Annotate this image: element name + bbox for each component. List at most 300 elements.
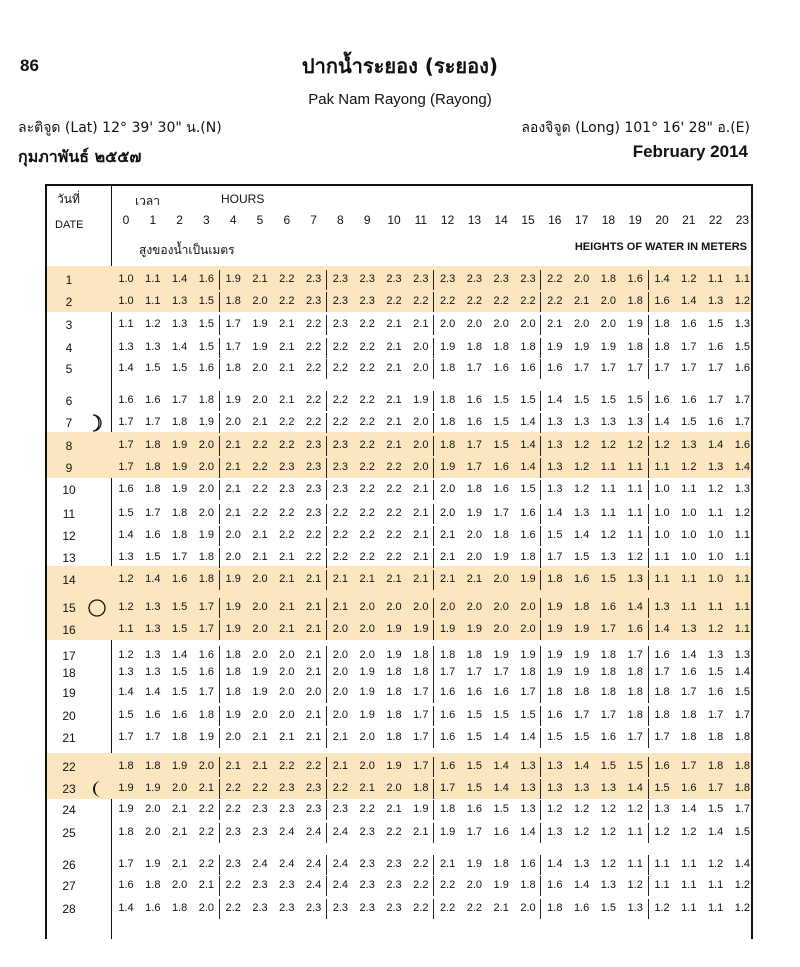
height-cell: 2.2 — [252, 461, 268, 473]
height-cell: 1.3 — [547, 826, 563, 838]
height-cell: 1.9 — [573, 623, 590, 635]
date-cell: 4 — [65, 341, 73, 355]
height-cell: 1.7 — [171, 551, 188, 563]
height-cell: 1.9 — [359, 686, 375, 698]
height-cell: 2.2 — [413, 295, 429, 307]
height-cell: 2.2 — [252, 483, 268, 495]
height-cell: 1.1 — [627, 529, 643, 541]
height-cell: 1.3 — [145, 666, 161, 678]
date-cell: 26 — [62, 858, 76, 872]
height-cell: 1.6 — [654, 394, 670, 406]
height-cell: 2.0 — [305, 686, 322, 698]
height-cell: 1.8 — [439, 439, 456, 451]
height-cell: 1.5 — [600, 902, 617, 914]
height-cell: 1.3 — [707, 649, 724, 661]
date-cell: 16 — [62, 623, 76, 637]
height-cell: 2.2 — [359, 529, 375, 541]
height-cell: 2.3 — [386, 858, 402, 870]
height-cell: 1.8 — [225, 666, 241, 678]
table-row — [47, 315, 751, 335]
height-cell: 2.0 — [413, 439, 429, 451]
column-separator — [540, 663, 541, 683]
height-cell: 1.1 — [707, 507, 724, 519]
height-cell: 2.0 — [252, 295, 268, 307]
height-cell: 1.3 — [734, 483, 751, 495]
height-cell: 1.9 — [547, 601, 563, 613]
height-cell: 2.1 — [279, 573, 295, 585]
height-cell: 2.1 — [332, 731, 349, 743]
height-cell: 1.2 — [707, 483, 724, 495]
height-cell: 2.3 — [332, 483, 349, 495]
height-cell: 1.8 — [225, 686, 241, 698]
height-cell: 1.5 — [493, 439, 509, 451]
column-separator — [326, 526, 327, 546]
height-cell: 1.2 — [681, 461, 697, 473]
height-cell: 1.1 — [145, 273, 161, 285]
height-cell: 2.1 — [386, 318, 402, 330]
height-cell: 1.9 — [547, 649, 563, 661]
height-cell: 2.1 — [171, 826, 188, 838]
height-cell: 1.7 — [573, 709, 590, 721]
height-cell: 2.1 — [413, 573, 429, 585]
height-cell: 1.7 — [627, 649, 643, 661]
height-cell: 1.9 — [439, 341, 456, 353]
height-cell: 1.3 — [573, 416, 590, 428]
column-separator — [540, 338, 541, 358]
height-cell: 1.6 — [707, 686, 724, 698]
height-cell: 1.6 — [145, 394, 161, 406]
height-cell: 1.7 — [225, 341, 241, 353]
height-cell: 1.7 — [413, 686, 429, 698]
height-cell: 1.6 — [466, 416, 483, 428]
column-separator — [219, 526, 220, 546]
column-separator — [219, 315, 220, 335]
height-cell: 1.1 — [118, 318, 134, 330]
column-separator — [219, 663, 220, 683]
height-cell: 1.3 — [520, 782, 536, 794]
height-cell: 2.1 — [386, 573, 402, 585]
height-cell: 2.3 — [359, 826, 375, 838]
column-separator — [648, 270, 649, 290]
height-cell: 1.3 — [547, 439, 563, 451]
height-cell: 1.0 — [707, 529, 724, 541]
height-cell: 2.1 — [386, 341, 402, 353]
height-cell: 1.5 — [145, 551, 161, 563]
height-cell: 1.0 — [707, 573, 724, 585]
height-cell: 1.9 — [439, 623, 456, 635]
height-cell: 2.1 — [547, 318, 563, 330]
height-cell: 1.8 — [627, 666, 643, 678]
height-cell: 2.3 — [279, 461, 295, 473]
height-cell: 1.8 — [466, 649, 483, 661]
height-cell: 2.0 — [386, 601, 402, 613]
height-cell: 2.0 — [332, 649, 349, 661]
height-cell: 1.7 — [654, 666, 670, 678]
height-cell: 2.0 — [279, 666, 295, 678]
column-separator — [540, 706, 541, 726]
height-cell: 1.6 — [600, 601, 617, 613]
column-separator — [326, 779, 327, 799]
height-cell: 1.6 — [198, 273, 215, 285]
height-cell: 1.8 — [493, 529, 509, 541]
height-cell: 1.9 — [466, 858, 483, 870]
column-separator — [648, 620, 649, 640]
column-separator — [326, 413, 327, 433]
height-cell: 1.3 — [547, 782, 563, 794]
height-cell: 1.7 — [466, 461, 483, 473]
height-cell: 1.4 — [707, 439, 724, 451]
height-cell: 1.5 — [171, 666, 188, 678]
height-cell: 1.7 — [734, 394, 751, 406]
height-cell: 1.3 — [547, 760, 563, 772]
height-cell: 1.7 — [707, 782, 724, 794]
table-row — [47, 757, 751, 777]
longitude: ลองจิจูด (Long) 101° 16' 28" อ.(E) — [521, 120, 750, 136]
column-separator — [219, 683, 220, 703]
height-cell: 1.6 — [171, 573, 188, 585]
height-cell: 1.6 — [198, 362, 215, 374]
column-separator — [648, 779, 649, 799]
column-separator — [326, 706, 327, 726]
height-cell: 1.0 — [681, 507, 697, 519]
height-cell: 2.1 — [198, 879, 215, 891]
height-cell: 1.7 — [573, 362, 590, 374]
height-cell: 1.5 — [520, 394, 536, 406]
height-cell: 2.1 — [413, 507, 429, 519]
height-cell: 2.1 — [252, 760, 268, 772]
height-cell: 2.3 — [332, 461, 349, 473]
height-cell: 2.2 — [305, 551, 322, 563]
height-cell: 1.3 — [707, 461, 724, 473]
column-separator — [540, 757, 541, 777]
height-cell: 1.7 — [734, 709, 751, 721]
height-cell: 1.6 — [118, 394, 134, 406]
height-cell: 1.9 — [627, 318, 643, 330]
height-cell: 2.4 — [305, 826, 322, 838]
height-cell: 2.2 — [279, 507, 295, 519]
height-cell: 1.9 — [145, 782, 161, 794]
height-cell: 1.9 — [171, 461, 188, 473]
height-cell: 1.6 — [654, 295, 670, 307]
height-cell: 1.4 — [520, 416, 536, 428]
height-cell: 1.8 — [225, 295, 241, 307]
height-cell: 1.1 — [707, 273, 724, 285]
height-cell: 2.1 — [225, 461, 241, 473]
hour-label: 14 — [494, 213, 508, 227]
height-cell: 1.8 — [198, 551, 215, 563]
height-cell: 1.8 — [198, 394, 215, 406]
height-cell: 2.0 — [279, 709, 295, 721]
height-cell: 1.8 — [681, 731, 697, 743]
height-cell: 1.5 — [600, 394, 617, 406]
column-separator — [433, 899, 434, 919]
height-cell: 2.1 — [279, 601, 295, 613]
height-cell: 2.2 — [359, 341, 375, 353]
height-cell: 1.6 — [547, 709, 563, 721]
height-cell: 2.1 — [413, 529, 429, 541]
height-cell: 1.9 — [225, 573, 241, 585]
height-cell: 2.3 — [359, 273, 375, 285]
height-cell: 2.1 — [279, 341, 295, 353]
height-cell: 1.8 — [600, 666, 617, 678]
height-cell: 2.2 — [413, 879, 429, 891]
height-cell: 2.4 — [332, 826, 349, 838]
height-cell: 1.2 — [573, 826, 590, 838]
height-cell: 2.0 — [332, 709, 349, 721]
date-cell: 5 — [65, 362, 73, 376]
height-cell: 1.4 — [171, 649, 188, 661]
height-cell: 2.3 — [252, 803, 268, 815]
column-separator — [326, 899, 327, 919]
height-cell: 1.9 — [198, 731, 215, 743]
height-cell: 2.3 — [279, 879, 295, 891]
height-cell: 1.2 — [600, 803, 617, 815]
hour-label: 0 — [122, 213, 130, 227]
height-cell: 1.5 — [198, 341, 215, 353]
height-cell: 1.5 — [547, 529, 563, 541]
height-cell: 1.8 — [145, 483, 161, 495]
height-cell: 1.5 — [573, 731, 590, 743]
height-cell: 2.3 — [359, 879, 375, 891]
height-cell: 1.4 — [145, 573, 161, 585]
height-cell: 1.4 — [547, 394, 563, 406]
height-cell: 1.3 — [118, 666, 134, 678]
station-title-english: Pak Nam Rayong (Rayong) — [308, 91, 492, 108]
height-cell: 1.9 — [439, 826, 456, 838]
column-separator — [540, 391, 541, 411]
height-cell: 2.2 — [305, 362, 322, 374]
height-cell: 1.5 — [118, 709, 134, 721]
height-cell: 1.1 — [600, 461, 617, 473]
column-separator — [326, 548, 327, 568]
height-cell: 1.9 — [466, 623, 483, 635]
height-cell: 1.6 — [547, 879, 563, 891]
column-separator — [540, 526, 541, 546]
column-separator — [540, 270, 541, 290]
height-cell: 1.7 — [681, 686, 697, 698]
latitude: ละติจูด (Lat) 12° 39' 30" น.(N) — [18, 120, 222, 136]
column-separator — [540, 413, 541, 433]
table-row — [47, 899, 751, 919]
height-cell: 2.1 — [413, 483, 429, 495]
height-cell: 1.8 — [145, 879, 161, 891]
column-separator — [433, 270, 434, 290]
height-cell: 1.3 — [600, 416, 617, 428]
column-separator — [540, 436, 541, 456]
height-cell: 1.9 — [413, 394, 429, 406]
heights-header-english: HEIGHTS OF WATER IN METERS — [574, 241, 747, 253]
height-cell: 2.4 — [305, 858, 322, 870]
date-cell: 10 — [62, 483, 76, 497]
station-title-thai: ปากน้ำระยอง (ระยอง) — [301, 54, 499, 78]
height-cell: 1.5 — [707, 318, 724, 330]
height-cell: 2.3 — [332, 273, 349, 285]
height-cell: 2.3 — [305, 273, 322, 285]
height-cell: 1.7 — [681, 362, 697, 374]
column-separator — [326, 338, 327, 358]
height-cell: 1.8 — [439, 803, 456, 815]
height-cell: 1.7 — [734, 803, 751, 815]
column-separator — [326, 359, 327, 379]
height-cell: 2.1 — [225, 439, 241, 451]
time-header-thai: เวลา — [135, 194, 160, 208]
height-cell: 1.8 — [520, 341, 536, 353]
height-cell: 1.8 — [118, 760, 134, 772]
height-cell: 2.1 — [198, 782, 215, 794]
height-cell: 1.1 — [627, 483, 643, 495]
height-cell: 2.3 — [359, 858, 375, 870]
height-cell: 2.1 — [279, 731, 295, 743]
height-cell: 1.7 — [654, 731, 670, 743]
height-cell: 1.4 — [573, 879, 590, 891]
hour-label: 2 — [176, 213, 183, 227]
height-cell: 2.3 — [332, 295, 349, 307]
height-cell: 2.0 — [198, 439, 215, 451]
column-separator — [648, 570, 649, 590]
height-cell: 1.3 — [547, 483, 563, 495]
height-cell: 1.7 — [118, 731, 134, 743]
height-cell: 2.1 — [305, 731, 322, 743]
height-cell: 2.2 — [279, 760, 295, 772]
height-cell: 1.8 — [386, 731, 402, 743]
hour-label: 10 — [387, 213, 401, 227]
height-cell: 1.4 — [493, 760, 509, 772]
hour-label: 15 — [521, 213, 535, 227]
height-cell: 1.8 — [413, 782, 429, 794]
table-row — [47, 270, 751, 290]
height-cell: 1.5 — [520, 709, 536, 721]
height-cell: 1.4 — [654, 273, 670, 285]
height-cell: 1.9 — [225, 601, 241, 613]
table-row — [47, 620, 751, 640]
height-cell: 1.5 — [547, 731, 563, 743]
height-cell: 1.5 — [466, 731, 483, 743]
hour-label: 11 — [414, 213, 428, 227]
height-cell: 2.1 — [386, 362, 402, 374]
height-cell: 1.8 — [225, 362, 241, 374]
height-cell: 1.7 — [145, 416, 161, 428]
height-cell: 2.0 — [252, 362, 268, 374]
height-cell: 1.2 — [734, 902, 751, 914]
height-cell: 2.3 — [305, 461, 322, 473]
height-cell: 2.3 — [225, 826, 241, 838]
height-cell: 1.9 — [225, 394, 241, 406]
table-row — [47, 570, 751, 590]
height-cell: 1.5 — [493, 803, 509, 815]
date-cell: 23 — [62, 782, 76, 796]
column-separator — [540, 315, 541, 335]
height-cell: 1.9 — [386, 623, 402, 635]
height-cell: 1.6 — [547, 362, 563, 374]
height-cell: 2.0 — [493, 573, 509, 585]
height-cell: 1.6 — [734, 439, 751, 451]
height-cell: 1.2 — [573, 803, 590, 815]
column-separator — [326, 683, 327, 703]
date-cell: 28 — [62, 902, 76, 916]
height-cell: 1.9 — [520, 649, 536, 661]
height-cell: 1.5 — [520, 483, 536, 495]
height-cell: 2.0 — [439, 318, 456, 330]
column-separator — [648, 855, 649, 875]
height-cell: 1.6 — [145, 709, 161, 721]
date-cell: 27 — [62, 879, 76, 893]
height-cell: 1.5 — [466, 760, 483, 772]
height-cell: 2.2 — [547, 273, 563, 285]
height-cell: 1.0 — [118, 295, 134, 307]
height-cell: 2.3 — [305, 803, 322, 815]
column-separator — [326, 504, 327, 524]
height-cell: 1.6 — [198, 649, 215, 661]
height-cell: 2.2 — [252, 507, 268, 519]
height-cell: 2.2 — [359, 439, 375, 451]
height-cell: 2.3 — [439, 273, 456, 285]
height-cell: 1.8 — [145, 439, 161, 451]
hour-label: 22 — [708, 213, 723, 227]
height-cell: 1.3 — [573, 507, 590, 519]
height-cell: 1.8 — [627, 709, 643, 721]
column-separator — [433, 757, 434, 777]
height-cell: 2.0 — [493, 318, 509, 330]
height-cell: 1.9 — [171, 439, 188, 451]
height-cell: 2.4 — [279, 826, 295, 838]
column-separator — [326, 391, 327, 411]
height-cell: 1.8 — [654, 709, 670, 721]
height-cell: 1.7 — [118, 416, 134, 428]
height-cell: 1.8 — [439, 362, 456, 374]
column-separator — [326, 663, 327, 683]
height-cell: 1.9 — [386, 649, 402, 661]
height-cell: 2.0 — [332, 666, 349, 678]
table-row — [47, 683, 751, 703]
height-cell: 2.0 — [600, 318, 617, 330]
page-number: 86 — [20, 56, 39, 75]
column-separator — [433, 413, 434, 433]
height-cell: 1.0 — [654, 529, 670, 541]
height-cell: 1.1 — [734, 551, 751, 563]
height-cell: 1.1 — [681, 601, 697, 613]
column-separator — [540, 548, 541, 568]
height-cell: 1.9 — [118, 782, 134, 794]
column-separator — [540, 292, 541, 312]
table-row — [47, 663, 751, 683]
height-cell: 1.2 — [627, 551, 643, 563]
column-separator — [648, 663, 649, 683]
height-cell: 2.0 — [413, 601, 429, 613]
height-cell: 1.4 — [118, 686, 134, 698]
height-cell: 2.2 — [332, 341, 349, 353]
height-cell: 2.2 — [439, 879, 456, 891]
date-cell: 18 — [62, 666, 76, 680]
table-row — [47, 338, 751, 358]
height-cell: 2.1 — [332, 601, 349, 613]
column-separator — [433, 663, 434, 683]
height-cell: 1.9 — [413, 803, 429, 815]
height-cell: 1.4 — [520, 461, 536, 473]
column-separator — [648, 706, 649, 726]
height-cell: 1.1 — [627, 858, 643, 870]
height-cell: 1.5 — [171, 601, 188, 613]
height-cell: 1.8 — [118, 826, 134, 838]
height-cell: 1.1 — [707, 601, 724, 613]
height-cell: 1.7 — [493, 507, 509, 519]
height-cell: 2.1 — [252, 416, 268, 428]
height-cell: 2.2 — [466, 295, 483, 307]
height-cell: 2.0 — [493, 601, 509, 613]
column-separator — [540, 504, 541, 524]
height-cell: 1.8 — [413, 649, 429, 661]
height-cell: 2.2 — [359, 551, 375, 563]
table-row — [47, 876, 751, 896]
